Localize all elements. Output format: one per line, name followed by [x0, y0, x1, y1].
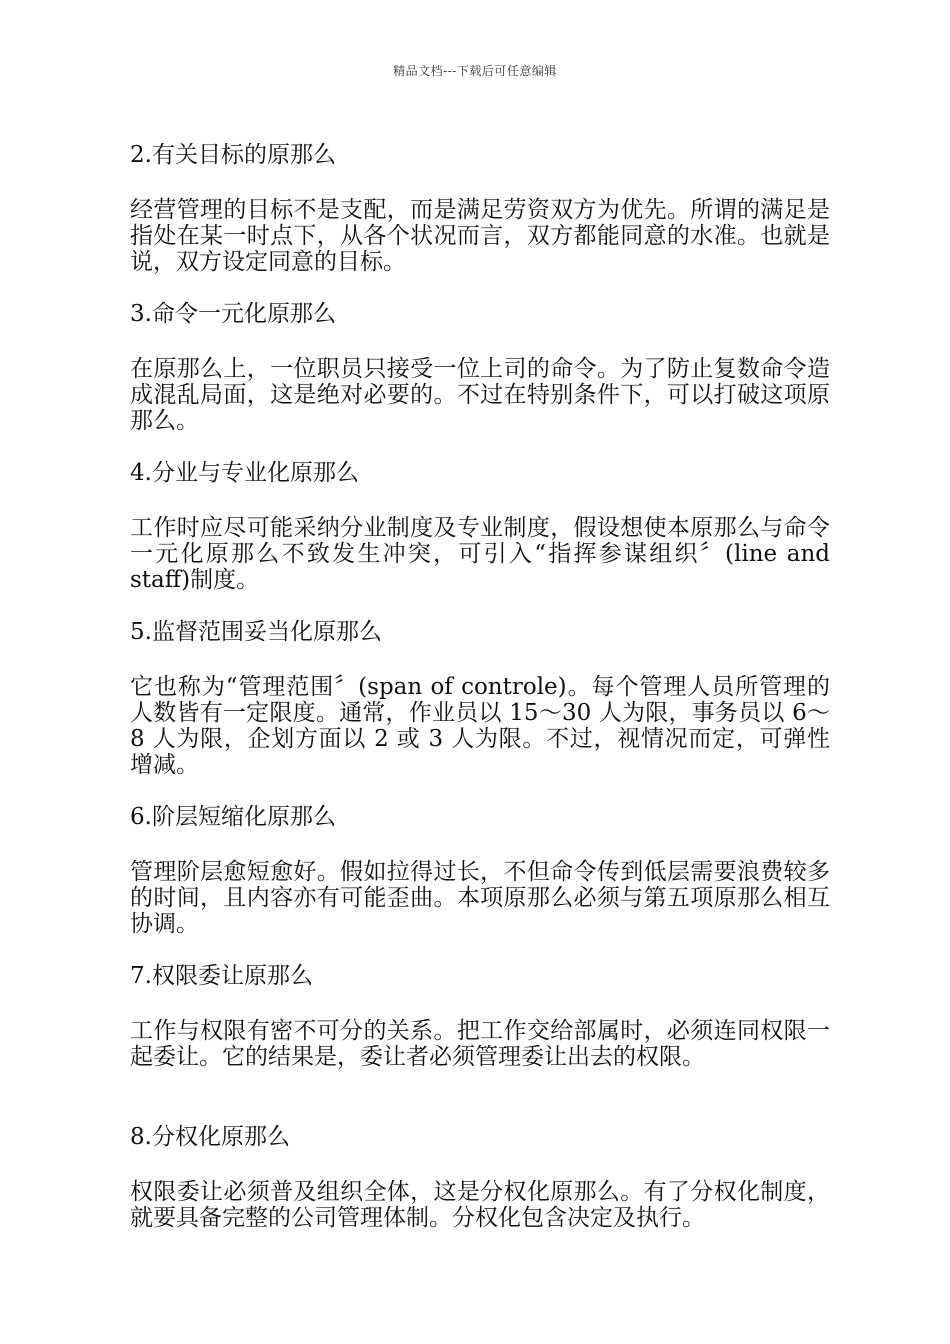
section-paragraph: 权限委让必须普及组织全体，这是分权化原那么。有了分权化制度，就要具备完整的公司管理体制。分权化包含决定及执行。 [130, 1179, 830, 1231]
section-heading: 8.分权化原那么 [130, 1124, 290, 1150]
section-5 [130, 617, 830, 778]
section-paragraph: 工作时应尽可能采纳分业制度及专业制度，假设想使本原那么与命令一元化原那么不致发生冲突，可引入“指挥参谋组织〞(line and staff)制度。 [130, 515, 830, 593]
section-paragraph: 经营管理的目标不是支配，而是满足劳资双方为优先。所谓的满足是指处在某一时点下，从各个状况而言，双方都能同意的水准。也就是说，双方设定同意的目标。 [130, 197, 830, 275]
section-heading: 2.有关目标的原那么 [130, 142, 336, 168]
section-paragraph: 管理阶层愈短愈好。假如拉得过长，不但命令传到低层需要浪费较多的时间，且内容亦有可能歪曲。本项原那么必须与第五项原那么相互协调。 [130, 859, 830, 937]
section-heading: 3.命令一元化原那么 [130, 301, 336, 327]
section-3 [130, 299, 830, 434]
section-heading: 4.分业与专业化原那么 [130, 460, 359, 486]
section-2 [130, 140, 830, 275]
section-8 [130, 1122, 830, 1231]
section-7 [130, 961, 830, 1070]
section-heading: 7.权限委让原那么 [130, 963, 313, 989]
section-paragraph: 它也称为“管理范围〞(span of controle)。每个管理人员所管理的人数皆有一定限度。通常，作业员以 15～30 人为限，事务员以 6～8 人为限，企划方面以 2 或 3 人为限。不过，视情况而定，可弹性增减。 [130, 674, 830, 778]
section-paragraph: 工作与权限有密不可分的关系。把工作交给部属时，必须连同权限一起委让。它的结果是，委让者必须管理委让出去的权限。 [130, 1018, 830, 1070]
section-4 [130, 458, 830, 593]
section-heading: 6.阶层短缩化原那么 [130, 804, 336, 830]
page-header: 精品文档---下载后可任意编辑 [393, 64, 557, 78]
section-heading: 5.监督范围妥当化原那么 [130, 619, 382, 645]
section-paragraph: 在原那么上，一位职员只接受一位上司的命令。为了防止复数命令造成混乱局面，这是绝对必要的。不过在特别条件下，可以打破这项原那么。 [130, 356, 830, 434]
document-body [130, 140, 830, 1255]
section-6 [130, 802, 830, 937]
